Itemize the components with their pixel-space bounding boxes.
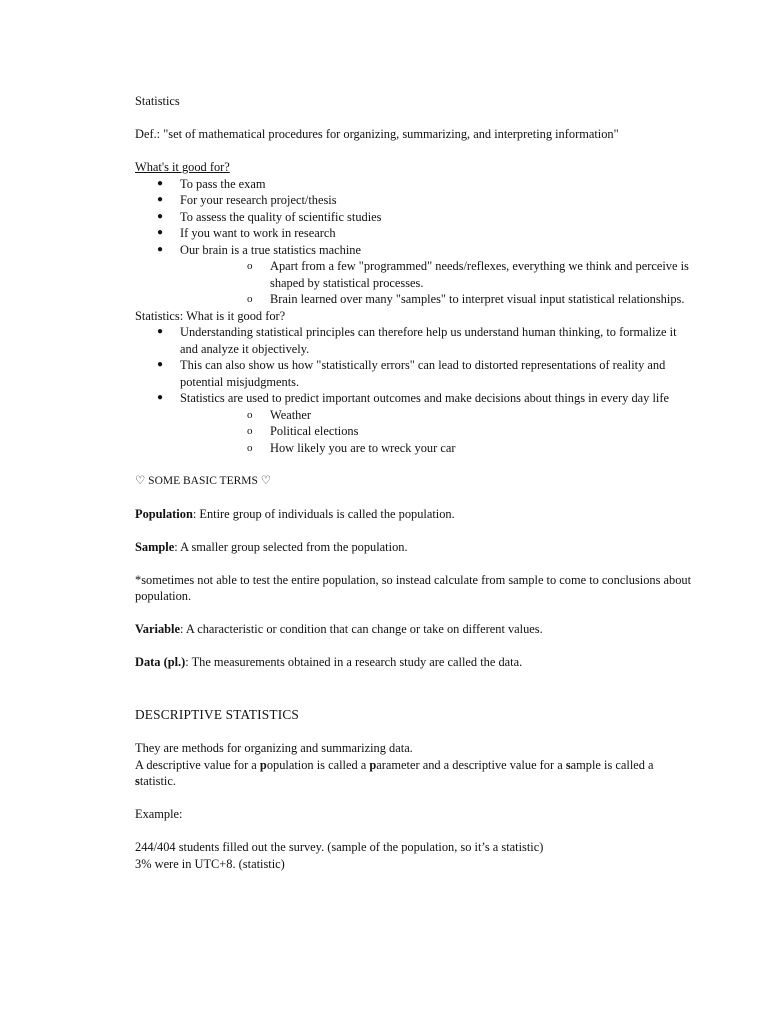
example-label: Example: <box>135 807 183 821</box>
document-body <box>135 93 695 872</box>
sublist-item: o Apart from a few "programmed" needs/reflexes, everything we think and perceive is shaped by statistical processes. <box>247 259 689 290</box>
term-variable: Variable: A characteristic or condition that can change or take on different values. <box>135 622 543 636</box>
list-item: ● To pass the exam <box>157 176 266 191</box>
good-for-heading: What's it good for? <box>135 160 230 174</box>
bullet-icon: ● <box>157 177 164 189</box>
circle-bullet-icon: o <box>247 408 253 421</box>
bullet-icon: ● <box>157 227 164 238</box>
bullet-icon: ● <box>157 359 164 370</box>
sublist-item: o How likely you are to wreck your car <box>247 440 456 455</box>
sublist-item: o Weather <box>247 407 311 422</box>
bullet-icon: ● <box>157 243 164 255</box>
bullet-icon: ● <box>157 194 164 205</box>
good-for-list <box>135 176 695 308</box>
bullet-icon: ● <box>157 210 164 222</box>
good-for-list-2 <box>135 324 695 456</box>
brain-sublist <box>180 258 695 308</box>
predict-sublist <box>180 407 695 457</box>
example-line-2: 3% were in UTC+8. (statistic) <box>135 856 285 871</box>
bullet-icon: ● <box>157 326 164 337</box>
list-item: ● Understanding statistical principles can therefore help us understand human thinking, to formalize it and analyze it objectively. <box>157 325 677 356</box>
definition-line: Def.: "set of mathematical procedures for organizing, summarizing, and interpreting information" <box>135 127 619 141</box>
doc-title: Statistics <box>135 94 180 108</box>
circle-bullet-icon: o <box>247 441 253 454</box>
list-item: ● This can also show us how "statistically errors" can lead to distorted representations of reality and potential misjudgments. <box>157 358 666 389</box>
circle-bullet-icon: o <box>247 425 253 437</box>
circle-bullet-icon: o <box>247 260 253 272</box>
list-item: ● Our brain is a true statistics machine o Apart from a few "programmed" needs/reflexes, everything we think and perceive is shaped by statistical processes. o Brain learned over many "samples" to interpret visual input statistical relationships. <box>135 242 695 308</box>
bullet-icon: ● <box>157 392 164 403</box>
descriptive-line-1: They are methods for organizing and summarizing data. <box>135 741 413 755</box>
basic-terms-heading: ♡ SOME BASIC TERMS ♡ <box>135 474 272 487</box>
list-item: ● Statistics are used to predict important outcomes and make decisions about things in every day life o Weather o Political elections o How likely you are to wreck your car <box>135 390 695 456</box>
descriptive-line-2: A descriptive value for a population is called a parameter and a descriptive value for a sample is called a statistic. <box>135 757 654 788</box>
term-sample: Sample: A smaller group selected from the population. <box>135 539 408 554</box>
example-line-1: 244/404 students filled out the survey. (sample of the population, so it’s a statistic) <box>135 840 544 854</box>
descriptive-heading: DESCRIPTIVE STATISTICS <box>135 707 300 722</box>
term-population: Population: Entire group of individuals is called the population. <box>135 506 455 521</box>
good-for-heading-2: Statistics: What is it good for? <box>135 308 286 323</box>
sublist-item: o Brain learned over many "samples" to interpret visual input statistical relationships. <box>247 292 685 306</box>
sublist-item: o Political elections <box>247 424 359 438</box>
term-data: Data (pl.): The measurements obtained in a research study are called the data. <box>135 655 523 669</box>
population-note: *sometimes not able to test the entire population, so instead calculate from sample to come to conclusions about population. <box>135 572 692 603</box>
circle-bullet-icon: o <box>247 293 253 305</box>
list-item: ● To assess the quality of scientific studies <box>157 209 382 224</box>
list-item: ● If you want to work in research <box>157 226 336 240</box>
list-item: ● For your research project/thesis <box>157 193 337 207</box>
